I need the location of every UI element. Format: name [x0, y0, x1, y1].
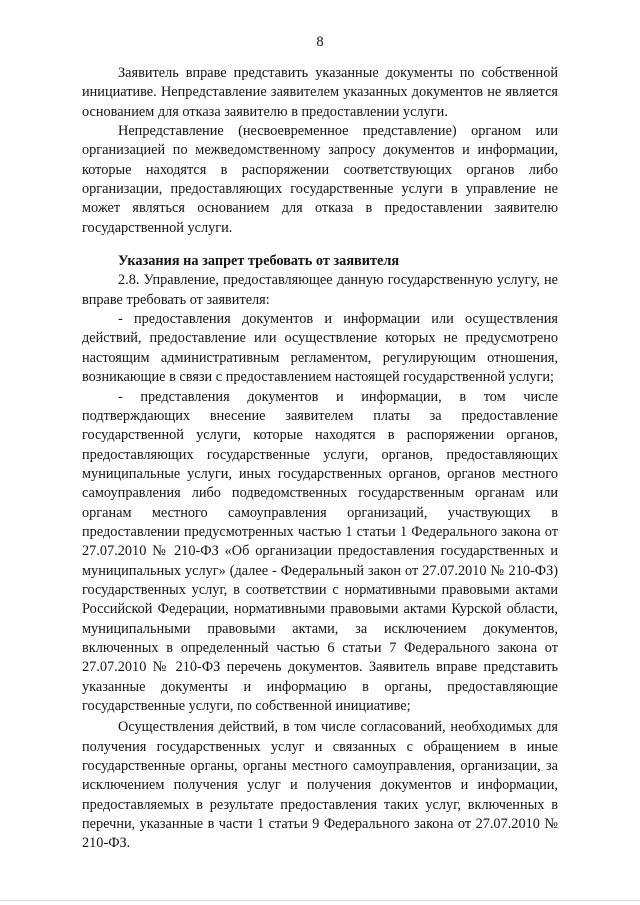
paragraph-non-submission: Непредставление (несвоевременное представление) органом или организацией по межведомственному запросу документов и информации, которые находятся в распоряжении соответствующих органов либо организации, предоставляющих государственные услуги в управление не может являться основанием для отказа в предоставлении заявителю государственной услуги.: [82, 123, 558, 236]
page-bottom-edge: [0, 900, 640, 901]
paragraph-actions-approvals: Осуществления действий, в том числе согласований, необходимых для получения государственных услуг и связанных с обращением в иные государственные органы, органы местного самоуправления, организации, за исключением получения услуг и получения документов и информации, предоставляемых в результате предоставления таких услуг, включенных в перечни, указанные в части 1 статьи 9 Федерального закона от 27.07.2010 № 210-ФЗ.: [82, 719, 558, 852]
document-body: [82, 64, 558, 854]
paragraph-clause-2-8: 2.8. Управление, предоставляющее данную государственную услугу, не вправе требовать от заявителя:: [82, 272, 558, 308]
section-heading: Указания на запрет требовать от заявителя: [118, 253, 400, 270]
list-item-documents-submission: - представления документов и информации, в том числе подтверждающих внесение заявителем платы за предоставление государственной услуги, которые находятся в распоряжении органов, предоставляющих государственные услуги, органов, предоставляющих муниципальные услуги, иных государственных органов, органов местного самоуправления либо подведомственных государственным органам или органам местного самоуправления организаций, участвующих в предоставлении предусмотренных частью 1 статьи 1 Федерального закона от 27.07.2010 № 210-ФЗ «Об организации предоставления государственных и муниципальных услуг» (далее - Федеральный закон от 27.07.2010 № 210-ФЗ) государственных услуг, в соответствии с нормативными правовыми актами Российской Федерации, нормативными правовыми актами Курской области, муниципальными правовыми актами, за исключением документов, включенных в определенный частью 6 статьи 7 Федерального закона от 27.07.2010 № 210-ФЗ перечень документов. Заявитель вправе представить указанные документы и информацию в органы, предоставляющие государственные услуги, по собственной инициативе;: [82, 388, 558, 714]
list-item-documents-provision: - предоставления документов и информации или осуществления действий, предоставление или осуществление которых не предусмотрено настоящим административным регламентом, регулирующим отношения, возникающие в связи с предоставлением настоящей государственной услуги;: [82, 311, 558, 386]
page-number: 8: [316, 34, 324, 50]
paragraph-applicant-right: Заявитель вправе представить указанные документы по собственной инициативе. Непредставление заявителем указанных документов не является основанием для отказа заявителю в предоставлении услуги.: [82, 65, 558, 120]
